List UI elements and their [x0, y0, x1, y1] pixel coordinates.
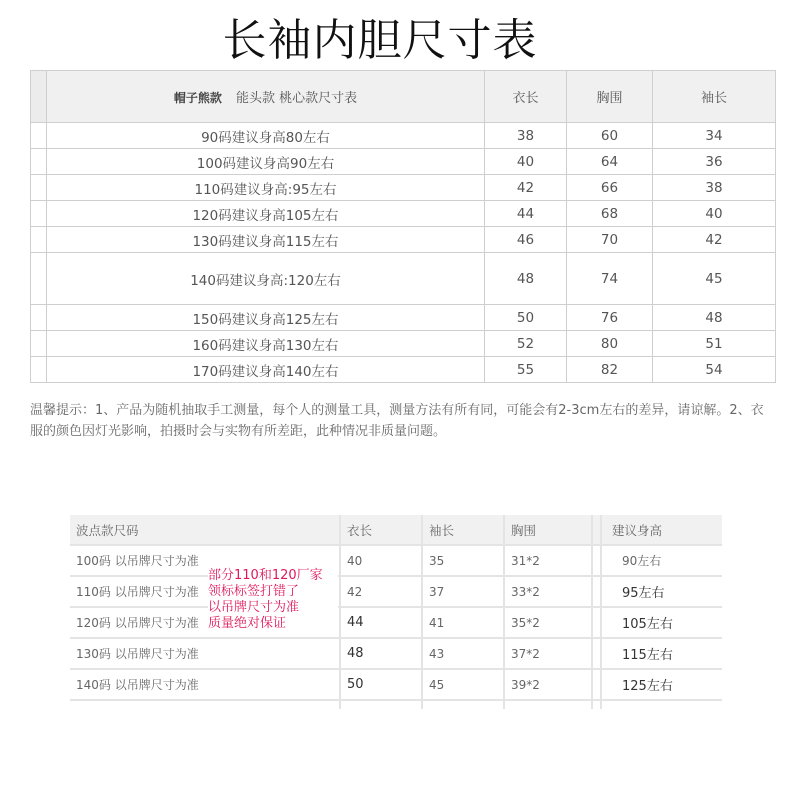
brand-label: 帽子熊款: [173, 91, 222, 105]
header-length: 衣长: [485, 71, 567, 123]
size-cell: 90码建议身高80左右: [47, 123, 485, 149]
sleeve-cell: 43: [422, 638, 504, 669]
column-gap: [592, 576, 601, 607]
table-row: [31, 175, 776, 201]
height-cell: 125左右: [601, 669, 722, 700]
height-cell: 95左右: [601, 576, 722, 607]
chest-cell: 37*2: [504, 638, 592, 669]
height-cell: 90左右: [601, 545, 722, 576]
length-cell: 42: [340, 576, 422, 607]
length-cell: 40: [340, 545, 422, 576]
table-row: [70, 607, 722, 638]
sleeve-cell: 36: [653, 149, 776, 175]
column-gap: [592, 669, 601, 700]
sleeve-cell: 34: [653, 123, 776, 149]
chest-cell: 66: [567, 175, 653, 201]
size-cell: 130码建议身高115左右: [47, 227, 485, 253]
footer-cell: [601, 700, 722, 709]
chest-cell: 82: [567, 357, 653, 383]
sleeve-cell: 48: [653, 305, 776, 331]
table-row: [70, 545, 722, 576]
table-row: [70, 669, 722, 700]
table-row: [31, 253, 776, 305]
chest-cell: 74: [567, 253, 653, 305]
sleeve-cell: 37: [422, 576, 504, 607]
table-header-row: [31, 71, 776, 123]
sleeve-cell: 42: [653, 227, 776, 253]
footer-cell: [592, 700, 601, 709]
length-cell: 52: [485, 331, 567, 357]
table-gutter: [31, 253, 47, 305]
column-gap: [592, 607, 601, 638]
chest-cell: 76: [567, 305, 653, 331]
table-gutter: [31, 305, 47, 331]
table-gutter: [31, 71, 47, 123]
sleeve-cell: 54: [653, 357, 776, 383]
column-gap: [592, 545, 601, 576]
mislabel-notice: [208, 568, 338, 632]
table-row: [70, 576, 722, 607]
size-table-main: [30, 70, 776, 383]
chest-cell: 39*2: [504, 669, 592, 700]
size-cell: 120码建议身高105左右: [47, 201, 485, 227]
table-gutter: [31, 201, 47, 227]
table-row: [31, 201, 776, 227]
sleeve-cell: 51: [653, 331, 776, 357]
length-cell: 40: [485, 149, 567, 175]
table-gutter: [31, 175, 47, 201]
size-cell: 170码建议身高140左右: [47, 357, 485, 383]
length-cell: 50: [340, 669, 422, 700]
care-note: 温馨提示：1、产品为随机抽取手工测量，每个人的测量工具，测量方法有所有同，可能会有2-3cm左右的差异，请谅解。2、衣服的颜色因灯光影响，拍摄时会与实物有所差距，此种情况非质量问题。: [30, 403, 764, 439]
page-title: 长袖内胆尺寸表: [222, 15, 538, 66]
header-chest: 胸围: [504, 515, 592, 545]
size-cell: 120码 以吊牌尺寸为准: [70, 607, 340, 638]
chest-cell: 31*2: [504, 545, 592, 576]
footer-cell: [422, 700, 504, 709]
height-cell: 105左右: [601, 607, 722, 638]
size-cell: 140码建议身高:120左右: [47, 253, 485, 305]
size-cell: 110码建议身高:95左右: [47, 175, 485, 201]
header-length: 衣长: [340, 515, 422, 545]
table-gutter: [31, 123, 47, 149]
length-cell: 42: [485, 175, 567, 201]
header-size-cell: [47, 71, 485, 123]
length-cell: 48: [340, 638, 422, 669]
table-gutter: [31, 357, 47, 383]
length-cell: 44: [485, 201, 567, 227]
length-cell: 46: [485, 227, 567, 253]
sleeve-cell: 35: [422, 545, 504, 576]
table-gutter: [31, 331, 47, 357]
sleeve-cell: 38: [653, 175, 776, 201]
header-sleeve: 袖长: [422, 515, 504, 545]
table-footer-row: [70, 700, 722, 709]
header-height: 建议身高: [601, 515, 722, 545]
column-gap: [592, 638, 601, 669]
notice-line: 部分110和120厂家: [208, 568, 323, 583]
size-cell: 100码 以吊牌尺寸为准: [70, 545, 340, 576]
footer-cell: [340, 700, 422, 709]
chest-cell: 60: [567, 123, 653, 149]
column-gap: [592, 515, 601, 545]
size-cell: 110码 以吊牌尺寸为准: [70, 576, 340, 607]
notice-line: 质量绝对保证: [208, 616, 287, 631]
chest-cell: 68: [567, 201, 653, 227]
height-cell: 115左右: [601, 638, 722, 669]
chest-cell: 64: [567, 149, 653, 175]
table-row: [31, 149, 776, 175]
size-cell: 130码 以吊牌尺寸为准: [70, 638, 340, 669]
size-cell: 150码建议身高125左右: [47, 305, 485, 331]
sleeve-cell: 40: [653, 201, 776, 227]
footer-cell: [70, 700, 340, 709]
table-row: [31, 357, 776, 383]
header-title: 能头款 桃心款尺寸表: [236, 91, 358, 106]
length-cell: 50: [485, 305, 567, 331]
table-gutter: [31, 227, 47, 253]
table-row: [31, 331, 776, 357]
table-gutter: [31, 149, 47, 175]
header-sleeve: 袖长: [653, 71, 776, 123]
size-cell: 100码建议身高90左右: [47, 149, 485, 175]
notice-line: 领标标签打错了: [208, 584, 300, 599]
table-row: [31, 123, 776, 149]
chest-cell: 70: [567, 227, 653, 253]
table-row: [31, 305, 776, 331]
header-chest: 胸围: [567, 71, 653, 123]
size-cell: 160码建议身高130左右: [47, 331, 485, 357]
chest-cell: 33*2: [504, 576, 592, 607]
notice-line: 以吊牌尺寸为准: [208, 600, 300, 615]
footer-cell: [504, 700, 592, 709]
sleeve-cell: 45: [422, 669, 504, 700]
chest-cell: 35*2: [504, 607, 592, 638]
table-row: [31, 227, 776, 253]
sleeve-cell: 45: [653, 253, 776, 305]
size-cell: 140码 以吊牌尺寸为准: [70, 669, 340, 700]
length-cell: 44: [340, 607, 422, 638]
size-table-dot: [70, 515, 722, 709]
length-cell: 55: [485, 357, 567, 383]
header-size: 波点款尺码: [70, 515, 340, 545]
sleeve-cell: 41: [422, 607, 504, 638]
length-cell: 48: [485, 253, 567, 305]
table-row: [70, 638, 722, 669]
length-cell: 38: [485, 123, 567, 149]
chest-cell: 80: [567, 331, 653, 357]
table-header-row: [70, 515, 722, 545]
